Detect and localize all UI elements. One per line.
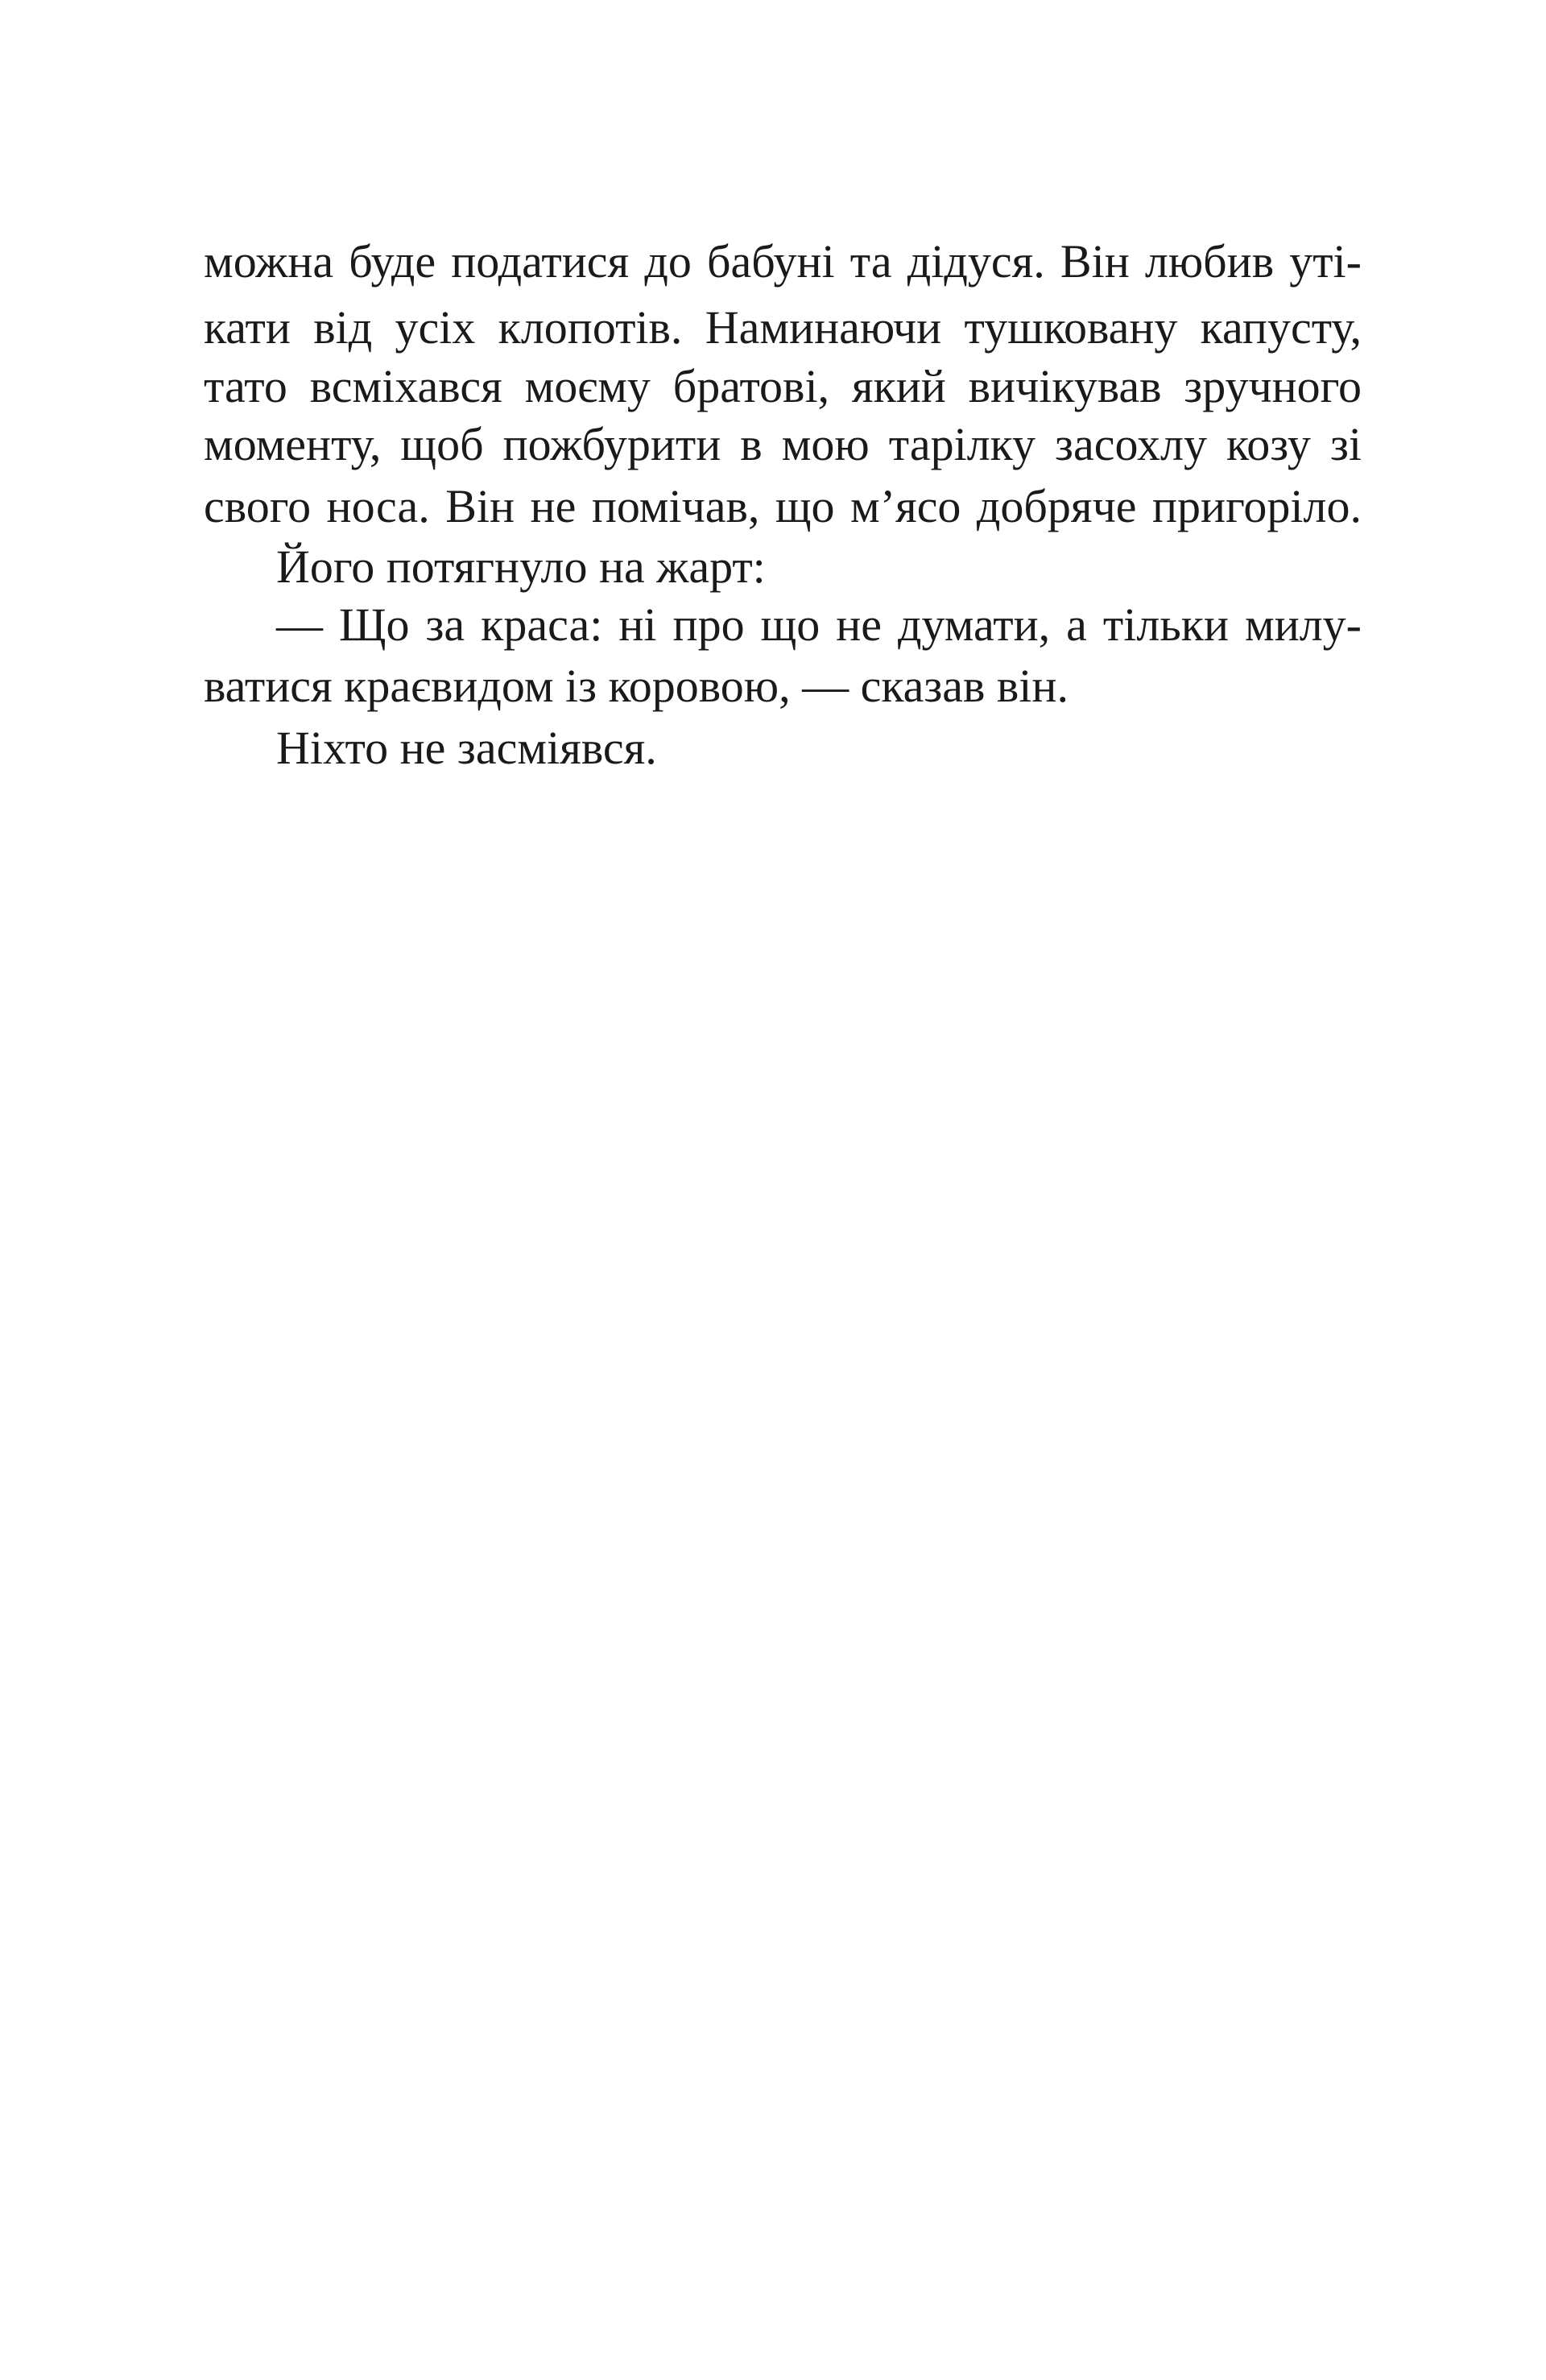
text-line-8: ватися краєвидом із коровою, — сказав він.	[204, 660, 1069, 712]
text-line-5: свого носа. Він не помічав, що м’ясо добряче пригоріло.	[204, 480, 1362, 532]
text-line-7: — Що за краса: ні про що не думати, а тільки милу-	[276, 598, 1362, 651]
text-line-3: тато всміхався моєму братові, який вичікував зручного	[204, 360, 1362, 412]
text-line-4: моменту, щоб пожбурити в мою тарілку засохлу козу зі	[204, 418, 1362, 470]
text-line-9: Ніхто не засміявся.	[276, 722, 657, 774]
text-line-6: Його потягнуло на жарт:	[276, 540, 766, 593]
text-line-1: можна буде податися до бабуні та дідуся. Він любив уті-	[204, 235, 1362, 288]
text-line-2: кати від усіх клопотів. Наминаючи тушковану капусту,	[204, 301, 1362, 354]
